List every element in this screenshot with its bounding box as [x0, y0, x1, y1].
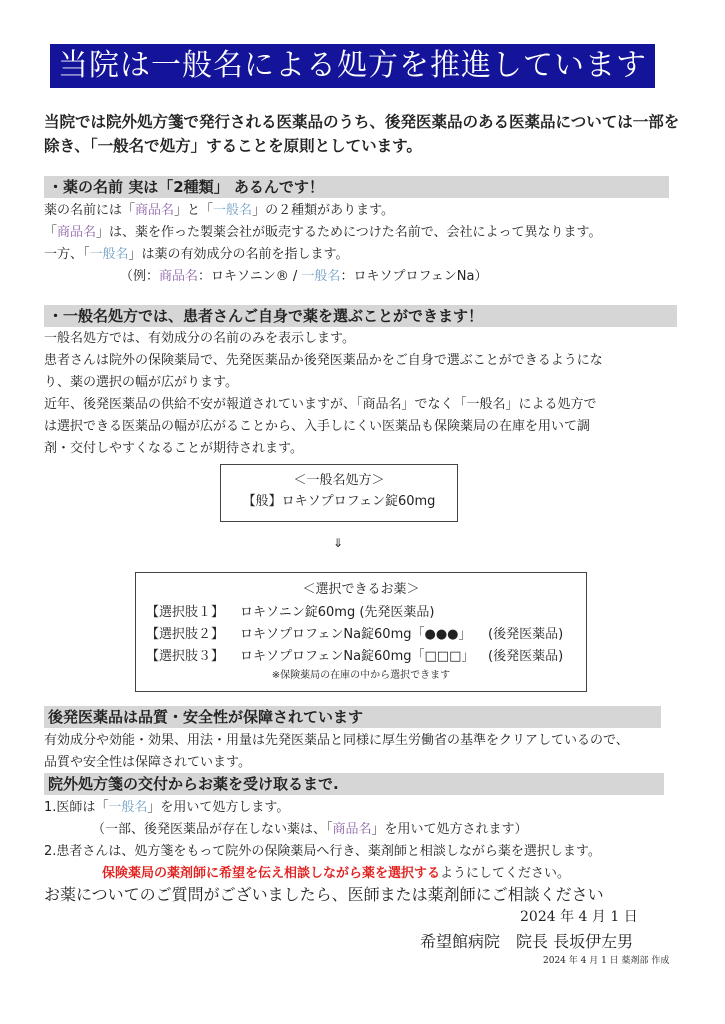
down-arrow-icon: ⇓: [333, 536, 344, 550]
section2-line: 剤・交付しやすくなることが期待されます。: [44, 441, 303, 456]
generic-prescription-box: [220, 464, 458, 522]
section-heading-quality: 後発医薬品は品質・安全性が保障されています: [44, 706, 661, 728]
section3-line1: 有効成分や効能・効果、用法・用量は先発医薬品と同様に厚生労働省の基準をクリアしているので、: [44, 733, 629, 748]
option-row: 【選択肢２】 ロキソプロフェンNa錠60mg「●●●」 (後発医薬品): [146, 627, 564, 642]
section2-line: 一般名処方では、有効成分の名前のみを表示します。: [44, 331, 355, 346]
option-row: 【選択肢３】 ロキソプロフェンNa錠60mg「□□□」 (後発医薬品): [146, 649, 564, 664]
signature: 希望館病院 院長 長坂伊左男: [420, 932, 634, 951]
intro-text: 当院では院外処方箋で発行される医薬品のうち、後発医薬品のある医薬品については一部を除き、「一般名で処方」することを原則としています。: [44, 113, 680, 155]
section1-line3: 一方、「一般名」は薬の有効成分の名前を指します。: [44, 247, 349, 262]
selectable-drugs-box: [135, 572, 587, 692]
drugs-box-note: ※保険薬局の在庫の中から選択できます: [271, 670, 451, 681]
section1-line1: 薬の名前には「商品名」と「一般名」の２種類があります。: [44, 203, 395, 218]
section-heading-names: ・薬の名前 実は「2種類」 あるんです！: [44, 176, 669, 198]
section1-line2: 「商品名」は、薬を作った製薬会社が販売するためにつけた名前で、会社によって異なります。: [44, 225, 602, 240]
process-step1: 1.医師は「一般名」を用いて処方します。: [44, 800, 290, 815]
section2-line: は選択できる医薬品の幅が広がることから、入手しにくい医薬品も保険薬局の在庫を用いて調: [44, 419, 591, 434]
generic-box-title: ＜一般名処方＞: [293, 473, 385, 488]
section1-example: （例：商品名：ロキソニン® / 一般名：ロキソプロフェンNa）: [120, 269, 488, 284]
generic-box-item: 【般】ロキソプロフェン錠60mg: [242, 494, 436, 509]
section2-line: り、薬の選択の幅が広がります。: [44, 375, 238, 390]
page-title: 当院は一般名による処方を推進しています: [50, 44, 655, 88]
process-step2: 2.患者さんは、処方箋をもって院外の保険薬局へ行き、薬剤師と相談しながら薬を選択します。: [44, 844, 601, 859]
option-row: 【選択肢１】 ロキソニン錠60mg (先発医薬品): [146, 605, 435, 620]
section-heading-process: 院外処方箋の交付からお薬を受け取るまで.: [44, 773, 664, 795]
drugs-box-title: ＜選択できるお薬＞: [302, 582, 420, 597]
process-step2-emphasis: 保険薬局の薬剤師に希望を伝え相談しながら薬を選択するようにしてください。: [102, 866, 571, 881]
created-note: 2024 年 4 月 1 日 薬剤部 作成: [543, 956, 670, 966]
contact-text: お薬についてのご質問がございましたら、医師または薬剤師にご相談ください: [44, 885, 604, 904]
section2-line: 患者さんは院外の保険薬局で、先発医薬品か後発医薬品かをご自身で選ぶことができるようにな: [44, 353, 603, 368]
section2-line: 近年、後発医薬品の供給不安が報道されていますが、「商品名」でなく「一般名」による処方で: [44, 397, 597, 412]
section-heading-generic-prescription: ・一般名処方では、患者さんご自身で薬を選ぶことができます！: [44, 305, 677, 327]
process-step1-note: （一部、後発医薬品が存在しない薬は、「商品名」を用いて処方されます）: [92, 822, 528, 837]
date: 2024 年 4 月 1 日: [520, 909, 638, 925]
section3-line2: 品質や安全性は保障されています。: [44, 755, 251, 770]
